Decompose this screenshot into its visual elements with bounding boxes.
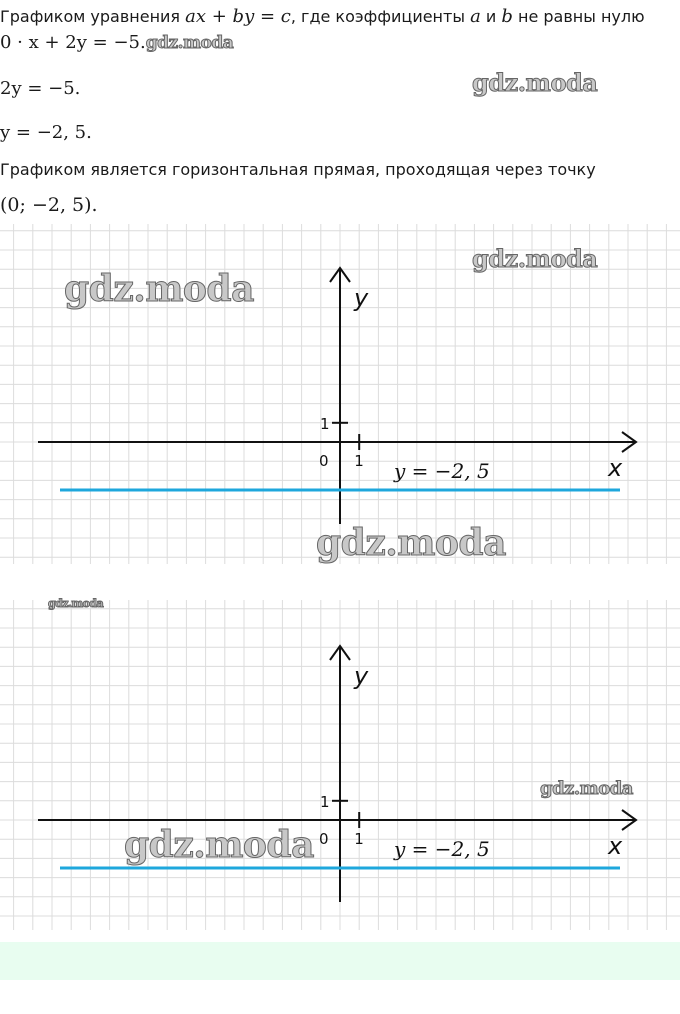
y-unit-label: 1 xyxy=(320,792,330,811)
step-2: 2y = −5. xyxy=(0,78,81,99)
x-axis-label: x xyxy=(608,832,623,860)
conclusion: Графиком является горизонтальная прямая, проходящая через точку xyxy=(0,160,596,179)
origin-label: 0 xyxy=(319,830,329,848)
intro-line xyxy=(0,6,645,27)
y-axis-label: y xyxy=(354,662,369,690)
graph-1 xyxy=(0,224,680,564)
x-unit-label: 1 xyxy=(354,830,364,848)
watermark: gdz.moda xyxy=(64,268,254,310)
watermark: gdz.moda xyxy=(540,778,633,799)
watermark: gdz.moda xyxy=(48,597,104,610)
step-1-text: 0 · x + 2y = −5. xyxy=(0,32,146,53)
intro-and: и xyxy=(480,7,502,26)
watermark: gdz.moda xyxy=(472,244,598,273)
point: (0; −2, 5). xyxy=(0,194,98,216)
step-1 xyxy=(0,32,233,53)
coef-b: b xyxy=(501,6,513,27)
footer-band xyxy=(0,942,680,980)
y-axis-label: y xyxy=(354,284,369,312)
watermark: gdz.moda xyxy=(472,68,598,97)
intro-equation: ax + by = c xyxy=(185,6,291,27)
intro-prefix: Графиком уравнения xyxy=(0,7,186,26)
line-label: y = −2, 5 xyxy=(394,837,490,861)
x-axis-label: x xyxy=(608,454,623,482)
origin-label: 0 xyxy=(319,452,329,470)
x-unit-label: 1 xyxy=(354,452,364,470)
watermark: gdz.moda xyxy=(145,33,234,53)
graph-2 xyxy=(0,597,680,930)
watermark: gdz.moda xyxy=(124,824,314,866)
intro-mid: , где коэффициенты xyxy=(290,7,471,26)
intro-suffix: не равны нулю xyxy=(512,7,645,26)
line-label: y = −2, 5 xyxy=(394,459,490,483)
graph-2-svg xyxy=(0,600,680,930)
watermark: gdz.moda xyxy=(316,522,506,564)
y-unit-label: 1 xyxy=(320,414,330,433)
step-3: y = −2, 5. xyxy=(0,122,92,143)
coef-a: a xyxy=(470,6,481,27)
